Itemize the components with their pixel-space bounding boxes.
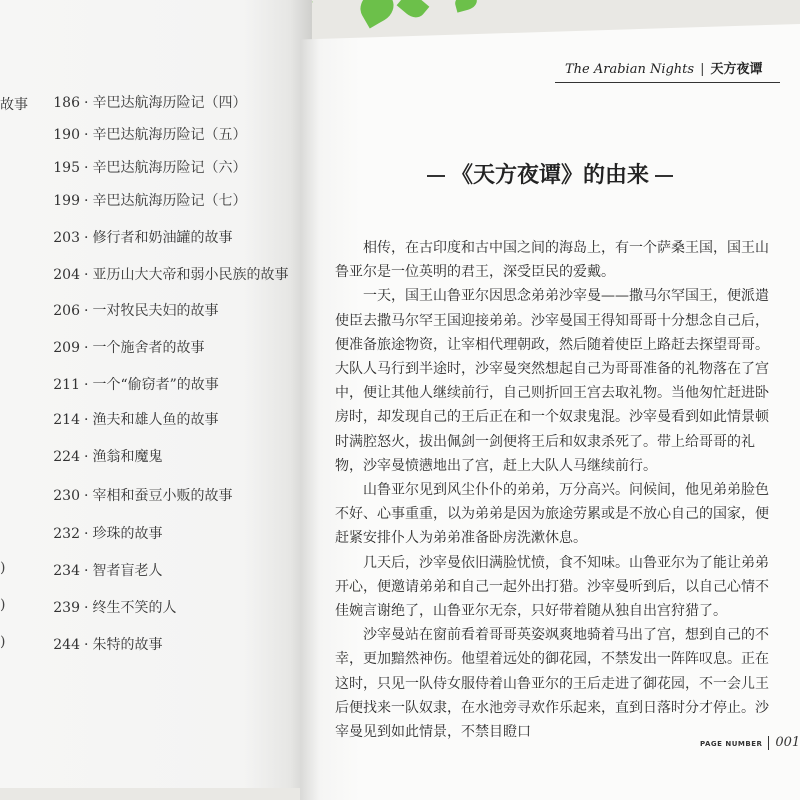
toc-page-number: 199 xyxy=(53,193,80,209)
toc-entry xyxy=(52,560,162,580)
toc-entry xyxy=(52,374,219,394)
toc-page-number: 239 xyxy=(53,600,80,616)
toc-entry xyxy=(52,597,176,617)
cut-off-text: 故事 xyxy=(0,97,28,113)
toc-entry xyxy=(52,523,162,543)
toc-title: 渔夫和雄人鱼的故事 xyxy=(92,412,219,428)
running-header xyxy=(565,58,785,77)
toc-page-number: 203 xyxy=(53,230,80,246)
toc-entry xyxy=(52,446,162,466)
table-of-contents xyxy=(0,0,312,788)
toc-entry xyxy=(52,92,246,112)
toc-page-number: 195 xyxy=(53,160,80,176)
toc-page-number: 214 xyxy=(53,412,80,428)
toc-title: 珍珠的故事 xyxy=(92,526,163,542)
toc-title: 辛巴达航海历险记（六） xyxy=(92,160,247,176)
toc-dot: · xyxy=(84,303,89,319)
toc-entry xyxy=(52,190,246,210)
toc-title: 终生不笑的人 xyxy=(92,600,177,616)
toc-dot: · xyxy=(84,412,89,428)
toc-dot: · xyxy=(84,449,89,465)
toc-entry xyxy=(52,634,162,654)
header-rule xyxy=(555,82,780,83)
paragraph: 相传，在古印度和古中国之间的海岛上，有一个萨桑王国，国王山鲁亚尔是一位英明的君王，深受臣民的爱戴。 xyxy=(335,240,769,281)
page-number: 001 xyxy=(775,735,800,750)
toc-title: 宰相和蚕豆小贩的故事 xyxy=(92,488,233,504)
toc-dot: · xyxy=(84,267,89,283)
paragraph: 沙宰曼站在窗前看着哥哥英姿飒爽地骑着马出了宫，想到自己的不幸，更加黯然神伤。他望着远处的御花园，不禁发出一阵阵叹息。正在这时，只见一队侍女服侍着山鲁亚尔的王后走进了御花园，不一会儿王后便找来一队奴隶，在水池旁寻欢作乐起来，直到日落时分才停止。沙宰曼见到如此情景，不禁目瞪口 xyxy=(335,627,769,741)
toc-dot: · xyxy=(84,563,89,579)
toc-page-number: 209 xyxy=(53,340,80,356)
leaf xyxy=(397,0,430,22)
page-footer xyxy=(700,735,800,750)
toc-entry xyxy=(52,124,246,144)
toc-title: 一个“偷窃者”的故事 xyxy=(92,377,219,393)
header-chinese-title: 天方夜谭 xyxy=(710,62,763,77)
toc-title: 辛巴达航海历险记（五） xyxy=(92,127,247,143)
toc-dot: · xyxy=(84,160,89,176)
toc-page-number: 232 xyxy=(53,526,80,542)
toc-title: 修行者和奶油罐的故事 xyxy=(92,230,233,246)
toc-title: 亚历山大大帝和弱小民族的故事 xyxy=(92,267,289,283)
toc-entry xyxy=(52,227,232,247)
toc-entry xyxy=(52,157,246,177)
chapter-title xyxy=(400,158,700,189)
toc-page-number: 244 xyxy=(53,637,80,653)
toc-title: 一对牧民夫妇的故事 xyxy=(92,303,219,319)
toc-title: 智者盲老人 xyxy=(92,563,163,579)
paragraph: 一天，国王山鲁亚尔因思念弟弟沙宰曼——撒马尔罕国王，便派遣使臣去撒马尔罕王国迎接弟弟。沙宰曼国王得知哥哥十分想念自己后，便准备旅途物资，让宰相代理朝政，然后随着使臣上路赶去探望哥哥。大队人马行到半途时，沙宰曼突然想起自己为哥哥准备的礼物落在了宫中，便让其他人继续前行，自己则折回王宫去取礼物。当他匆忙赶进卧房时，却发现自己的王后正在和一个奴隶鬼混。沙宰曼看到如此情景顿时满腔怒火，拔出佩剑一剑便将王后和奴隶杀死了。带上给哥哥的礼物，沙宰曼愤懑地出了宫，赶上大队人马继续前行。 xyxy=(335,288,769,474)
toc-title: 辛巴达航海历险记（四） xyxy=(92,95,247,111)
cut-off-paren: ) xyxy=(0,634,6,650)
toc-dot: · xyxy=(84,377,89,393)
toc-dot: · xyxy=(84,230,89,246)
toc-dot: · xyxy=(84,193,89,209)
header-english-title: The Arabian Nights xyxy=(565,62,695,77)
toc-title: 渔翁和魔鬼 xyxy=(92,449,163,465)
toc-title: 辛巴达航海历险记（七） xyxy=(92,193,247,209)
leaf xyxy=(453,0,478,13)
toc-title: 一个施舍者的故事 xyxy=(92,340,205,356)
toc-page-number: 211 xyxy=(53,377,80,393)
chapter-title-text: 《天方夜谭》的由来 xyxy=(450,163,649,188)
toc-dot: · xyxy=(84,526,89,542)
paragraph: 几天后，沙宰曼依旧满脸忧愤，食不知味。山鲁亚尔为了能让弟弟开心，便邀请弟弟和自己一起外出打猎。沙宰曼听到后，以自己心情不佳婉言谢绝了，山鲁亚尔无奈，只好带着随从独自出宫狩猎了。 xyxy=(335,554,769,620)
toc-entry xyxy=(52,337,204,357)
paragraph: 山鲁亚尔见到风尘仆仆的弟弟，万分高兴。问候间，他见弟弟脸色不好、心事重重，以为弟弟是因为旅途劳累或是不放心自己的国家，便赶紧安排仆人为弟弟准备卧房洗漱休息。 xyxy=(335,482,769,547)
toc-entry xyxy=(52,264,288,284)
title-dash-left xyxy=(427,175,445,177)
cut-off-paren: ) xyxy=(0,597,6,613)
toc-page-number: 224 xyxy=(53,449,80,465)
leaf xyxy=(355,0,399,28)
toc-page-number: 230 xyxy=(53,488,80,504)
toc-page-number: 204 xyxy=(53,267,80,283)
page-number-label: PAGE NUMBER xyxy=(700,740,763,748)
toc-dot: · xyxy=(84,637,89,653)
toc-page-number: 190 xyxy=(53,127,80,143)
toc-dot: · xyxy=(84,127,89,143)
cut-off-paren: ) xyxy=(0,560,6,576)
toc-entry xyxy=(52,300,218,320)
toc-page-number: 186 xyxy=(53,95,80,111)
header-separator: | xyxy=(700,62,705,77)
toc-entry xyxy=(52,409,218,429)
toc-page-number: 206 xyxy=(53,303,80,319)
footer-divider xyxy=(768,736,769,750)
body-text xyxy=(335,236,775,744)
toc-entry xyxy=(52,485,232,505)
toc-dot: · xyxy=(84,95,89,111)
toc-title: 朱特的故事 xyxy=(92,637,163,653)
toc-dot: · xyxy=(84,340,89,356)
toc-page-number: 234 xyxy=(53,563,80,579)
title-dash-right xyxy=(655,175,673,177)
toc-dot: · xyxy=(84,488,89,504)
toc-dot: · xyxy=(84,600,89,616)
